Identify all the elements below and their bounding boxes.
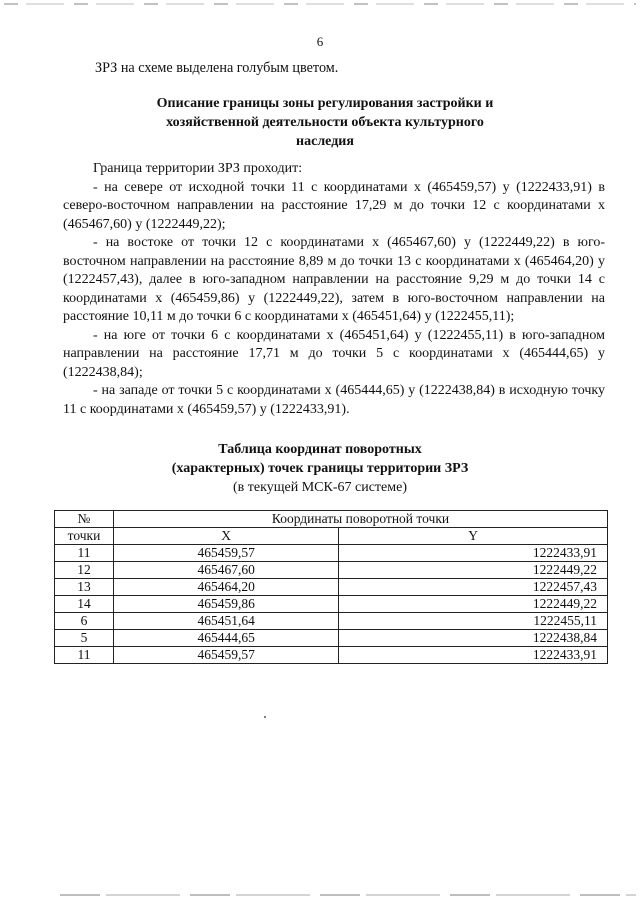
table-body bbox=[55, 545, 608, 664]
x-coordinate-cell: 465459,57 bbox=[114, 545, 339, 562]
point-number-cell: 5 bbox=[55, 630, 114, 647]
header-number-bottom: точки bbox=[55, 528, 114, 545]
intro-line: ЗРЗ на схеме выделена голубым цветом. bbox=[95, 60, 339, 76]
table-title bbox=[140, 440, 500, 497]
table-header-row bbox=[55, 528, 608, 545]
header-number-top: № bbox=[55, 511, 114, 528]
table-row bbox=[55, 630, 608, 647]
scan-edge-bottom bbox=[60, 894, 636, 896]
x-coordinate-cell: 465464,20 bbox=[114, 579, 339, 596]
table-row bbox=[55, 579, 608, 596]
boundary-item-south: - на юге от точки 6 с координатами х (465451,64) у (1222455,11) в юго-западном направлении на расстояние 17,71 м до точки 5 с координатами х (465444,65) у (1222438,84); bbox=[63, 327, 605, 380]
table-row bbox=[55, 647, 608, 664]
y-coordinate-cell: 1222455,11 bbox=[339, 613, 608, 630]
x-coordinate-cell: 465467,60 bbox=[114, 562, 339, 579]
point-number-cell: 12 bbox=[55, 562, 114, 579]
heading-line: наследия bbox=[296, 134, 354, 149]
heading-line: хозяйственной деятельности объекта культурного bbox=[166, 115, 484, 130]
table-subtitle: (в текущей МСК-67 системе) bbox=[233, 480, 407, 495]
y-coordinate-cell: 1222457,43 bbox=[339, 579, 608, 596]
table-title-line: Таблица координат поворотных bbox=[218, 442, 422, 457]
table-title-line: (характерных) точек границы территории ЗРЗ bbox=[171, 461, 469, 476]
lead-paragraph: Граница территории ЗРЗ проходит: bbox=[93, 161, 303, 176]
x-coordinate-cell: 465451,64 bbox=[114, 613, 339, 630]
boundary-item-north: - на севере от исходной точки 11 с координатами х (465459,57) у (1222433,91) в северо-восточном направлении на расстояние 17,29 м до точки 12 с координатами х (465467,60) у (1222449,22); bbox=[63, 179, 605, 232]
section-heading bbox=[120, 94, 530, 151]
scan-speck bbox=[264, 716, 266, 718]
header-y: Y bbox=[339, 528, 608, 545]
table-row bbox=[55, 613, 608, 630]
boundary-description bbox=[63, 160, 605, 419]
table-row bbox=[55, 596, 608, 613]
scan-edge-top bbox=[4, 3, 636, 5]
header-coordinates-group: Координаты поворотной точки bbox=[114, 511, 608, 528]
heading-line: Описание границы зоны регулирования застройки и bbox=[156, 96, 494, 111]
point-number-cell: 14 bbox=[55, 596, 114, 613]
point-number-cell: 13 bbox=[55, 579, 114, 596]
table-header-row bbox=[55, 511, 608, 528]
coordinates-table bbox=[54, 510, 608, 664]
boundary-item-east: - на востоке от точки 12 с координатами х (465467,60) у (1222449,22) в юго-восточном направлении на расстояние 8,89 м до точки 13 с координатами х (465464,20) у (1222457,43), далее в юго-западном направлении на расстояние 9,29 м до точки 14 с координатами х (465459,86) у (1222449,22), затем в юго-восточном направлении на расстояние 10,11 м до точки 6 с координатами х (465451,64) у (1222455,11); bbox=[63, 235, 605, 324]
y-coordinate-cell: 1222433,91 bbox=[339, 545, 608, 562]
y-coordinate-cell: 1222449,22 bbox=[339, 562, 608, 579]
x-coordinate-cell: 465444,65 bbox=[114, 630, 339, 647]
header-x: X bbox=[114, 528, 339, 545]
point-number-cell: 6 bbox=[55, 613, 114, 630]
page-number: 6 bbox=[316, 34, 324, 49]
table-row bbox=[55, 545, 608, 562]
y-coordinate-cell: 1222449,22 bbox=[339, 596, 608, 613]
x-coordinate-cell: 465459,57 bbox=[114, 647, 339, 664]
table-row bbox=[55, 562, 608, 579]
y-coordinate-cell: 1222433,91 bbox=[339, 647, 608, 664]
x-coordinate-cell: 465459,86 bbox=[114, 596, 339, 613]
point-number-cell: 11 bbox=[55, 647, 114, 664]
y-coordinate-cell: 1222438,84 bbox=[339, 630, 608, 647]
boundary-item-west: - на западе от точки 5 с координатами х (465444,65) у (1222438,84) в исходную точку 11 с координатами х (465459,57) у (1222433,91). bbox=[63, 383, 605, 417]
point-number-cell: 11 bbox=[55, 545, 114, 562]
